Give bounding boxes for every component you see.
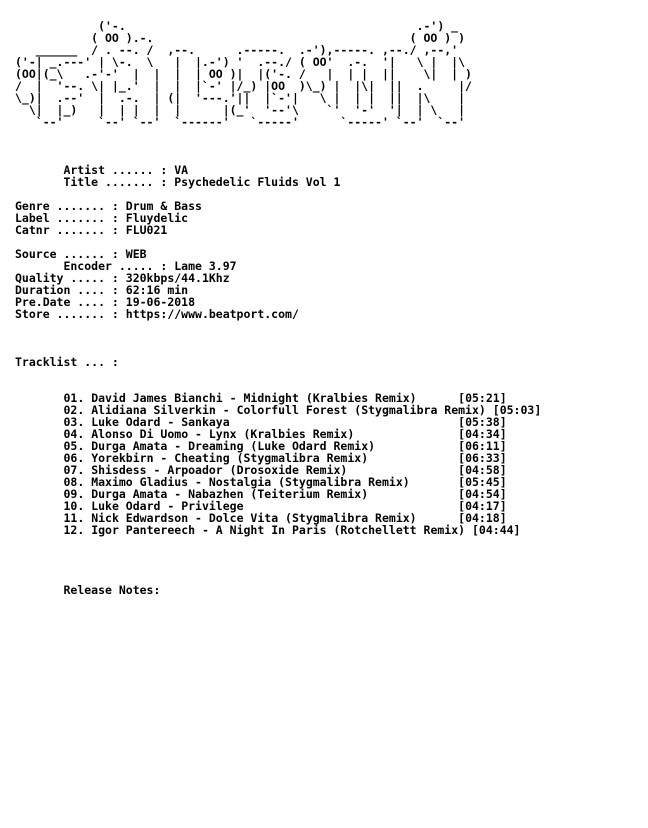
field-value: FLU021 [125,223,168,237]
field-value: Lame 3.97 [174,259,237,273]
tracklist-heading: Tracklist ... : [15,355,119,369]
ascii-logo-line: ('-. .-') _ [15,19,459,33]
track-number: 08. [63,475,85,489]
blank-line [15,140,541,152]
field-label: Pre.Date .... : [15,295,126,309]
info-fields-source [15,248,541,320]
track-title: Nick Edwardson - Dolce Vita (Stygmalibra Remix) [91,511,417,525]
field-label: Store ....... : [15,307,126,321]
field-value: 62:16 min [125,283,189,297]
track-title: Luke Odard - Sankaya [91,415,230,429]
ascii-logo-line: \_)| .--' | .-. | (| '---.'|| |`-'| \ | | | || |\ | [15,91,466,105]
field-value: Fluydelic [125,211,189,225]
track-title: David James Bianchi - Midnight (Kralbies Remix) [91,391,417,405]
ascii-logo-line: \| |_) | | | | | |(_' '--'\ `' '-' '| | \ | [15,103,466,117]
blank-line [15,320,541,332]
field-label: Genre ....... : [15,199,126,213]
blank-line [15,548,541,560]
field-value: WEB [125,247,147,261]
track-title: Durga Amata - Dreaming (Luke Odard Remix) [91,439,376,453]
ascii-logo-line: ( OO ).-. ( OO ) ) [15,31,466,45]
blank-line [15,536,541,548]
field-label: Label ....... : [15,211,126,225]
ascii-logo-line: / | '--. \| |_.' | | |`-' |/_) |OO )\_) | |\| || . |/ [15,79,472,93]
info-fields-genre [15,200,541,236]
track-duration: [06:33] [458,451,507,465]
track-title: Durga Amata - Nabazhen (Teiterium Remix) [91,487,369,501]
info-field [15,224,541,236]
field-label: Quality ..... : [15,271,126,285]
blank-line [15,368,541,380]
ascii-logo-line: ('-| _.---' | \-. \ | |.-') ' .--./ ( OO' .-. '| \ | |\ [15,55,466,69]
release-notes-heading: Release Notes: [63,583,161,597]
track-number: 01. [63,391,85,405]
track-title: Igor Pantereech - A Night In Paris (Rotchellett Remix) [91,523,466,537]
blank-line [15,332,541,344]
track-duration: [04:34] [458,427,507,441]
field-label: Duration .... : [15,283,126,297]
track-duration: [05:38] [458,415,507,429]
track-number: 02. [63,403,85,417]
field-label: Artist ...... : [15,163,175,177]
field-label: Source ...... : [15,247,126,261]
ascii-logo [15,20,541,128]
track-title: Alonso Di Uomo - Lynx (Kralbies Remix) [91,427,355,441]
field-value: 19-06-2018 [125,295,196,309]
field-value: VA [174,163,189,177]
track-duration: [04:54] [458,487,507,501]
track-duration: [05:45] [458,475,507,489]
track-title: Luke Odard - Privilege [91,499,244,513]
track-duration: [04:17] [458,499,507,513]
field-label: Title ....... : [15,175,175,189]
track-number: 12. [63,523,85,537]
track-number: 03. [63,415,85,429]
track-number: 10. [63,499,85,513]
field-value: 320kbps/44.1Khz [125,271,230,285]
blank-line [15,560,541,572]
ascii-logo-line: (OO|(_\ .-'-' | | | | OO )| |('-. / | | | || \| | ) [15,67,472,81]
track-number: 04. [63,427,85,441]
info-fields-artist [15,164,541,188]
track-number: 05. [63,439,85,453]
nfo-document [15,20,541,596]
info-field [15,176,541,188]
track-duration: [04:18] [458,511,507,525]
track-duration: [06:11] [458,439,507,453]
tracklist [15,392,541,536]
track-title: Yorekbirn - Cheating (Stygmalibra Remix) [91,451,369,465]
track-title: Alidiana Silverkin - Colorfull Forest (Stygmalibra Remix) [91,403,486,417]
field-label: Encoder ..... : [15,259,175,273]
track-duration: [04:58] [458,463,507,477]
track-duration: [04:44] [472,523,521,537]
ascii-logo-line: ______ / . --. / ,--. .-----. .-'),-----. ,--./ ,--,' [15,43,459,57]
field-value: Psychedelic Fluids Vol 1 [174,175,341,189]
track-number: 11. [63,511,85,525]
blank-line [15,128,541,140]
field-value: https://www.beatport.com/ [125,307,299,321]
field-value: Drum & Bass [125,199,202,213]
ascii-logo-line: `--' `--' `--' `------' `-----' `-----' `--' `--' [15,115,466,129]
track-number: 07. [63,463,85,477]
track-row [15,524,541,536]
track-number: 06. [63,451,85,465]
field-label: Catnr ....... : [15,223,126,237]
track-number: 09. [63,487,85,501]
track-duration: [05:21] [458,391,507,405]
info-field [15,308,541,320]
track-duration: [05:03] [492,403,542,417]
track-title: Maximo Gladius - Nostalgia (Stygmalibra Remix) [91,475,410,489]
track-title: Shisdess - Arpoador (Drosoxide Remix) [91,463,348,477]
